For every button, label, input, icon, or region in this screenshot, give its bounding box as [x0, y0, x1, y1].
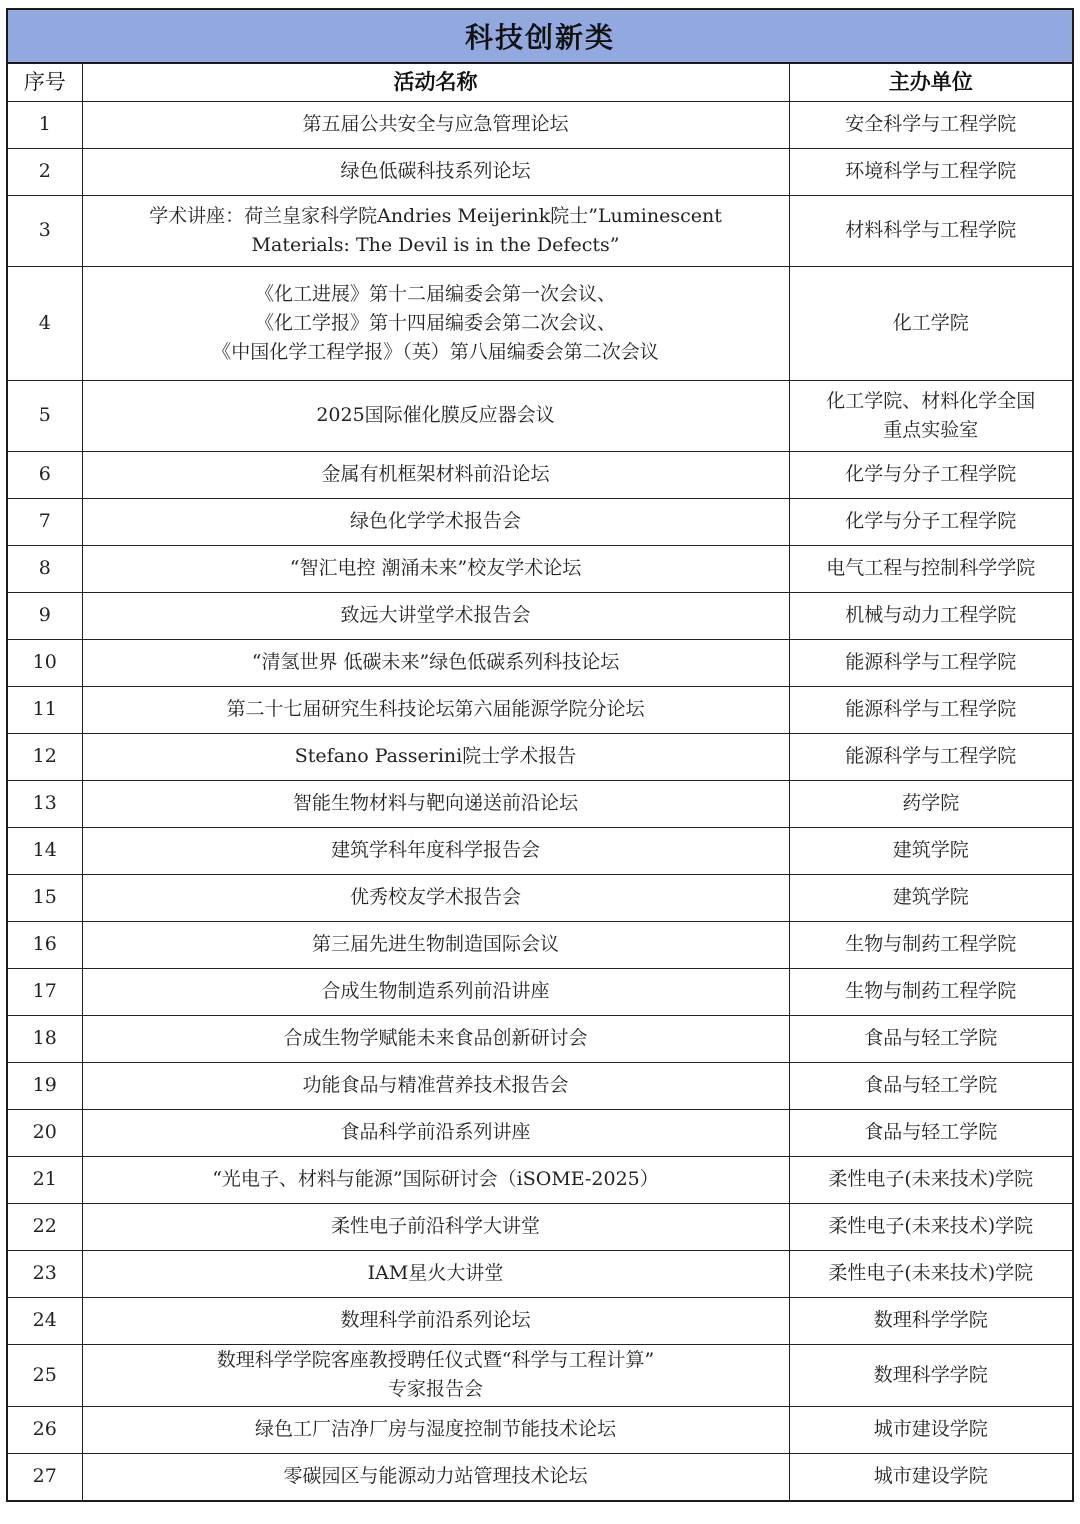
cell-serial-number: 3 — [8, 195, 82, 266]
cell-serial-number: 17 — [8, 968, 82, 1015]
table-row — [8, 968, 1072, 1015]
cell-organizer — [789, 1156, 1072, 1203]
cell-organizer — [789, 101, 1072, 148]
cell-serial-number: 4 — [8, 266, 82, 380]
table-row — [8, 498, 1072, 545]
cell-organizer — [789, 1203, 1072, 1250]
activity-name-line: 学术讲座：荷兰皇家科学院Andries Meijerink院士”Luminescent — [149, 204, 722, 227]
activity-name-line: 专家报告会 — [387, 1378, 483, 1400]
organizer-line: 安全科学与工程学院 — [845, 113, 1017, 135]
cell-serial-number: 11 — [8, 686, 82, 733]
cell-serial-number: 14 — [8, 827, 82, 874]
cell-organizer — [789, 968, 1072, 1015]
organizer-line: 化学与分子工程学院 — [845, 463, 1017, 485]
activity-name-line: 建筑学科年度科学报告会 — [330, 839, 540, 861]
cell-organizer — [789, 1015, 1072, 1062]
table-row — [8, 545, 1072, 592]
organizer-line: 机械与动力工程学院 — [845, 604, 1017, 626]
cell-serial-number: 22 — [8, 1203, 82, 1250]
activity-name-line: 功能食品与精准营养技术报告会 — [302, 1074, 569, 1096]
table-row — [8, 101, 1072, 148]
cell-organizer — [789, 1297, 1072, 1344]
cell-organizer — [789, 148, 1072, 195]
cell-activity-name — [82, 1250, 789, 1297]
header-serial-number: 序号 — [8, 64, 82, 101]
cell-serial-number: 23 — [8, 1250, 82, 1297]
cell-serial-number: 15 — [8, 874, 82, 921]
cell-activity-name — [82, 1109, 789, 1156]
activity-name-line: 食品科学前沿系列讲座 — [340, 1121, 531, 1143]
table-header-row — [8, 64, 1072, 101]
cell-serial-number: 6 — [8, 451, 82, 498]
organizer-line: 城市建设学院 — [873, 1465, 988, 1488]
cell-organizer — [789, 266, 1072, 380]
cell-organizer — [789, 545, 1072, 592]
table-title: 科技创新类 — [8, 10, 1072, 64]
table-row — [8, 780, 1072, 827]
cell-serial-number: 25 — [8, 1344, 82, 1406]
cell-organizer — [789, 1406, 1072, 1453]
table-row — [8, 639, 1072, 686]
cell-activity-name — [82, 874, 789, 921]
cell-organizer — [789, 921, 1072, 968]
cell-activity-name — [82, 1297, 789, 1344]
activity-name-line: 2025国际催化膜反应器会议 — [316, 404, 555, 426]
cell-organizer — [789, 733, 1072, 780]
cell-activity-name — [82, 148, 789, 195]
header-activity-name: 活动名称 — [82, 64, 789, 101]
activity-name-line: Stefano Passerini院士学术报告 — [294, 745, 577, 767]
table-row — [8, 451, 1072, 498]
cell-serial-number: 7 — [8, 498, 82, 545]
cell-serial-number: 2 — [8, 148, 82, 195]
table-row — [8, 827, 1072, 874]
table-row — [8, 874, 1072, 921]
cell-serial-number: 12 — [8, 733, 82, 780]
activity-name-line: 合成生物学赋能未来食品创新研讨会 — [283, 1027, 588, 1049]
organizer-line: 电气工程与控制科学学院 — [826, 557, 1036, 579]
activity-name-line: 绿色工厂洁净厂房与湿度控制节能技术论坛 — [254, 1418, 616, 1440]
organizer-line: 柔性电子(未来技术)学院 — [828, 1168, 1034, 1190]
cell-serial-number: 18 — [8, 1015, 82, 1062]
table-row — [8, 1062, 1072, 1109]
activity-name-line: 致远大讲堂学术报告会 — [340, 604, 531, 626]
cell-organizer — [789, 451, 1072, 498]
organizer-line: 药学院 — [902, 792, 960, 814]
organizer-line: 城市建设学院 — [873, 1418, 988, 1440]
cell-serial-number: 5 — [8, 380, 82, 451]
organizer-line: 数理科学学院 — [873, 1309, 988, 1331]
cell-serial-number: 26 — [8, 1406, 82, 1453]
cell-serial-number: 19 — [8, 1062, 82, 1109]
organizer-line: 材料科学与工程学院 — [845, 219, 1017, 241]
activity-name-line: Materials: The Devil is in the Defects” — [251, 233, 620, 256]
organizer-line: 能源科学与工程学院 — [845, 698, 1017, 720]
cell-organizer — [789, 380, 1072, 451]
cell-activity-name — [82, 380, 789, 451]
cell-serial-number: 21 — [8, 1156, 82, 1203]
cell-organizer — [789, 1344, 1072, 1406]
cell-organizer — [789, 686, 1072, 733]
organizer-line: 柔性电子(未来技术)学院 — [828, 1215, 1034, 1237]
table-row — [8, 195, 1072, 266]
cell-activity-name — [82, 780, 789, 827]
activity-table — [8, 64, 1072, 1500]
cell-serial-number: 20 — [8, 1109, 82, 1156]
cell-activity-name — [82, 1203, 789, 1250]
header-organizer: 主办单位 — [789, 64, 1072, 101]
table-row — [8, 1109, 1072, 1156]
table-row — [8, 380, 1072, 451]
activity-name-line: “清氢世界 低碳未来”绿色低碳系列科技论坛 — [251, 651, 620, 673]
cell-serial-number: 13 — [8, 780, 82, 827]
cell-serial-number: 24 — [8, 1297, 82, 1344]
cell-organizer — [789, 195, 1072, 266]
organizer-line: 重点实验室 — [883, 418, 979, 441]
cell-serial-number: 10 — [8, 639, 82, 686]
cell-activity-name — [82, 451, 789, 498]
organizer-line: 数理科学学院 — [873, 1363, 988, 1386]
cell-activity-name — [82, 921, 789, 968]
activity-name-line: 数理科学前沿系列论坛 — [340, 1309, 531, 1331]
activity-name-line: 合成生物制造系列前沿讲座 — [321, 980, 550, 1002]
table-row — [8, 1156, 1072, 1203]
cell-activity-name — [82, 545, 789, 592]
cell-organizer — [789, 1062, 1072, 1109]
table-row — [8, 1015, 1072, 1062]
activity-name-line: 第二十七届研究生科技论坛第六届能源学院分论坛 — [226, 698, 645, 720]
cell-organizer — [789, 780, 1072, 827]
activity-table-sheet — [6, 8, 1074, 1502]
table-row — [8, 1203, 1072, 1250]
cell-activity-name — [82, 1156, 789, 1203]
organizer-line: 化学与分子工程学院 — [845, 510, 1017, 532]
cell-serial-number: 27 — [8, 1453, 82, 1500]
activity-name-line: 《化工进展》第十二届编委会第一次会议、 — [254, 282, 616, 305]
cell-serial-number: 16 — [8, 921, 82, 968]
cell-organizer — [789, 1453, 1072, 1500]
cell-activity-name — [82, 968, 789, 1015]
cell-organizer — [789, 827, 1072, 874]
organizer-line: 环境科学与工程学院 — [845, 160, 1017, 182]
table-row — [8, 733, 1072, 780]
activity-name-line: 金属有机框架材料前沿论坛 — [321, 463, 550, 485]
cell-serial-number: 8 — [8, 545, 82, 592]
cell-activity-name — [82, 1453, 789, 1500]
table-row — [8, 592, 1072, 639]
cell-organizer — [789, 1109, 1072, 1156]
table-row — [8, 1297, 1072, 1344]
table-row — [8, 1453, 1072, 1500]
activity-name-line: 柔性电子前沿科学大讲堂 — [330, 1215, 540, 1237]
cell-organizer — [789, 592, 1072, 639]
cell-activity-name — [82, 266, 789, 380]
cell-serial-number: 1 — [8, 101, 82, 148]
activity-name-line: IAM星火大讲堂 — [367, 1262, 504, 1284]
activity-name-line: “光电子、材料与能源”国际研讨会（iSOME-2025） — [212, 1168, 659, 1190]
activity-name-line: 第三届先进生物制造国际会议 — [311, 933, 559, 955]
organizer-line: 生物与制药工程学院 — [845, 933, 1017, 955]
activity-name-line: “智汇电控 潮涌未来”校友学术论坛 — [289, 557, 582, 579]
cell-activity-name — [82, 733, 789, 780]
organizer-line: 化工学院 — [892, 311, 969, 334]
cell-organizer — [789, 498, 1072, 545]
cell-activity-name — [82, 639, 789, 686]
cell-activity-name — [82, 101, 789, 148]
activity-name-line: 绿色低碳科技系列论坛 — [340, 160, 531, 182]
activity-name-line: 优秀校友学术报告会 — [349, 886, 521, 908]
table-row — [8, 1250, 1072, 1297]
activity-name-line: 第五届公共安全与应急管理论坛 — [302, 113, 569, 135]
table-row — [8, 148, 1072, 195]
table-row — [8, 921, 1072, 968]
cell-organizer — [789, 639, 1072, 686]
activity-name-line: 智能生物材料与靶向递送前沿论坛 — [292, 792, 578, 814]
cell-activity-name — [82, 686, 789, 733]
table-row — [8, 1406, 1072, 1453]
organizer-line: 食品与轻工学院 — [864, 1027, 998, 1049]
table-body — [8, 101, 1072, 1500]
cell-organizer — [789, 874, 1072, 921]
table-row — [8, 1344, 1072, 1406]
cell-activity-name — [82, 827, 789, 874]
activity-name-line: 《中国化学工程学报》（英）第八届编委会第二次会议 — [212, 340, 659, 363]
organizer-line: 柔性电子(未来技术)学院 — [828, 1262, 1034, 1284]
organizer-line: 建筑学院 — [892, 839, 969, 861]
cell-activity-name — [82, 1344, 789, 1406]
cell-organizer — [789, 1250, 1072, 1297]
cell-activity-name — [82, 592, 789, 639]
organizer-line: 能源科学与工程学院 — [845, 651, 1017, 673]
cell-activity-name — [82, 1015, 789, 1062]
organizer-line: 食品与轻工学院 — [864, 1121, 998, 1143]
organizer-line: 食品与轻工学院 — [864, 1074, 998, 1096]
organizer-line: 能源科学与工程学院 — [845, 745, 1017, 767]
table-row — [8, 686, 1072, 733]
organizer-line: 化工学院、材料化学全国 — [826, 389, 1036, 412]
organizer-line: 建筑学院 — [892, 886, 969, 908]
activity-name-line: 数理科学学院客座教授聘任仪式暨“科学与工程计算” — [216, 1349, 655, 1371]
organizer-line: 生物与制药工程学院 — [845, 980, 1017, 1002]
table-row — [8, 266, 1072, 380]
cell-activity-name — [82, 195, 789, 266]
activity-name-line: 绿色化学学术报告会 — [349, 510, 521, 532]
activity-name-line: 《化工学报》第十四届编委会第二次会议、 — [254, 311, 616, 334]
cell-serial-number: 9 — [8, 592, 82, 639]
cell-activity-name — [82, 498, 789, 545]
cell-activity-name — [82, 1406, 789, 1453]
activity-name-line: 零碳园区与能源动力站管理技术论坛 — [283, 1465, 588, 1488]
cell-activity-name — [82, 1062, 789, 1109]
